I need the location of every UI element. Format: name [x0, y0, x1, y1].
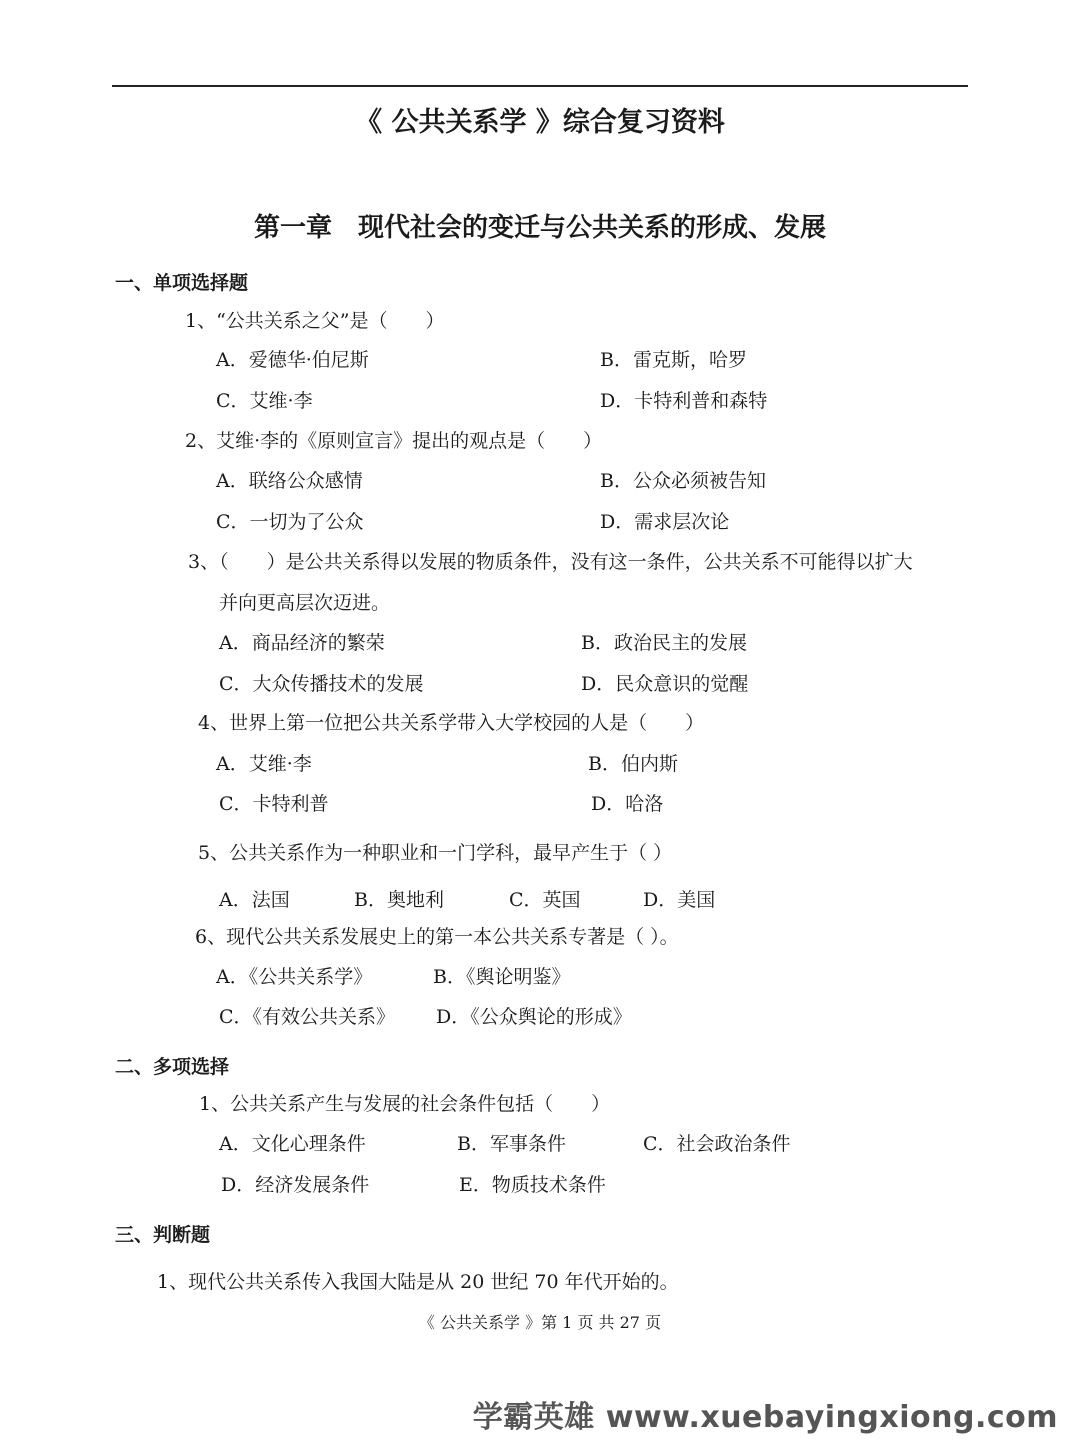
option: D．经济发展条件	[221, 1174, 370, 1196]
option: A．艾维·李	[216, 753, 312, 775]
question-1-6: 6、现代公共关系发展史上的第一本公共关系专著是（ ）。	[195, 926, 679, 948]
option: B．雷克斯，哈罗	[600, 349, 747, 371]
chapter-title: 第一章 现代社会的变迁与公共关系的形成、发展	[253, 213, 826, 243]
option: A．《公共关系学》	[216, 966, 373, 988]
option: A．法国	[219, 889, 290, 911]
option: D．美国	[643, 889, 716, 911]
option: C．社会政治条件	[643, 1133, 791, 1155]
question-1-3: 3、（ ）是公共关系得以发展的物质条件，没有这一条件，公共关系不可能得以扩大	[188, 551, 913, 573]
option: D．卡特利普和森特	[600, 390, 768, 412]
question-1-1: 1、“公共关系之父”是（ ）	[185, 310, 445, 332]
page-footer: 《 公共关系学 》第 1 页 共 27 页	[418, 1313, 662, 1332]
section-heading-multi: 二、多项选择	[115, 1056, 230, 1078]
option: A．爱德华·伯尼斯	[216, 349, 369, 371]
section-heading-single: 一、单项选择题	[115, 272, 249, 294]
option: B．《舆论明鉴》	[433, 966, 571, 988]
option: E．物质技术条件	[459, 1174, 606, 1196]
option: B．伯内斯	[588, 753, 678, 775]
question-3-1: 1、现代公共关系传入我国大陆是从 20 世纪 70 年代开始的。	[157, 1271, 679, 1293]
question-1-4: 4、世界上第一位把公共关系学带入大学校园的人是（ ）	[198, 712, 705, 734]
option: D．需求层次论	[600, 511, 730, 533]
option: A．联络公众感情	[216, 470, 363, 492]
option: D．《公众舆论的形成》	[436, 1006, 632, 1028]
question-1-2: 2、艾维·李的《原则宣言》提出的观点是（ ）	[185, 430, 603, 452]
document-title: 《 公共关系学 》综合复习资料	[355, 107, 725, 138]
watermark: 学霸英雄 www.xuebayingxiong.com	[472, 1400, 1058, 1435]
option: D．民众意识的觉醒	[581, 673, 749, 695]
question-1-3-continued: 并向更高层次迈进。	[219, 592, 391, 614]
option: B．政治民主的发展	[581, 632, 747, 654]
option: B．军事条件	[457, 1133, 566, 1155]
option: C．艾维·李	[216, 390, 313, 412]
option: C．英国	[509, 889, 581, 911]
header-rule	[112, 85, 968, 87]
option: A．商品经济的繁荣	[219, 632, 385, 654]
option: D．哈洛	[591, 793, 664, 815]
option: C．一切为了公众	[216, 511, 364, 533]
option: B．公众必须被告知	[600, 470, 766, 492]
option: C．大众传播技术的发展	[219, 673, 424, 695]
question-1-5: 5、公共关系作为一种职业和一门学科，最早产生于（ ）	[198, 842, 673, 864]
question-2-1: 1、公共关系产生与发展的社会条件包括（ ）	[199, 1093, 611, 1115]
option: C．《有效公共关系》	[219, 1006, 396, 1028]
option: B．奥地利	[354, 889, 444, 911]
option: A．文化心理条件	[219, 1133, 366, 1155]
option: C．卡特利普	[219, 793, 329, 815]
section-heading-judge: 三、判断题	[115, 1224, 211, 1246]
